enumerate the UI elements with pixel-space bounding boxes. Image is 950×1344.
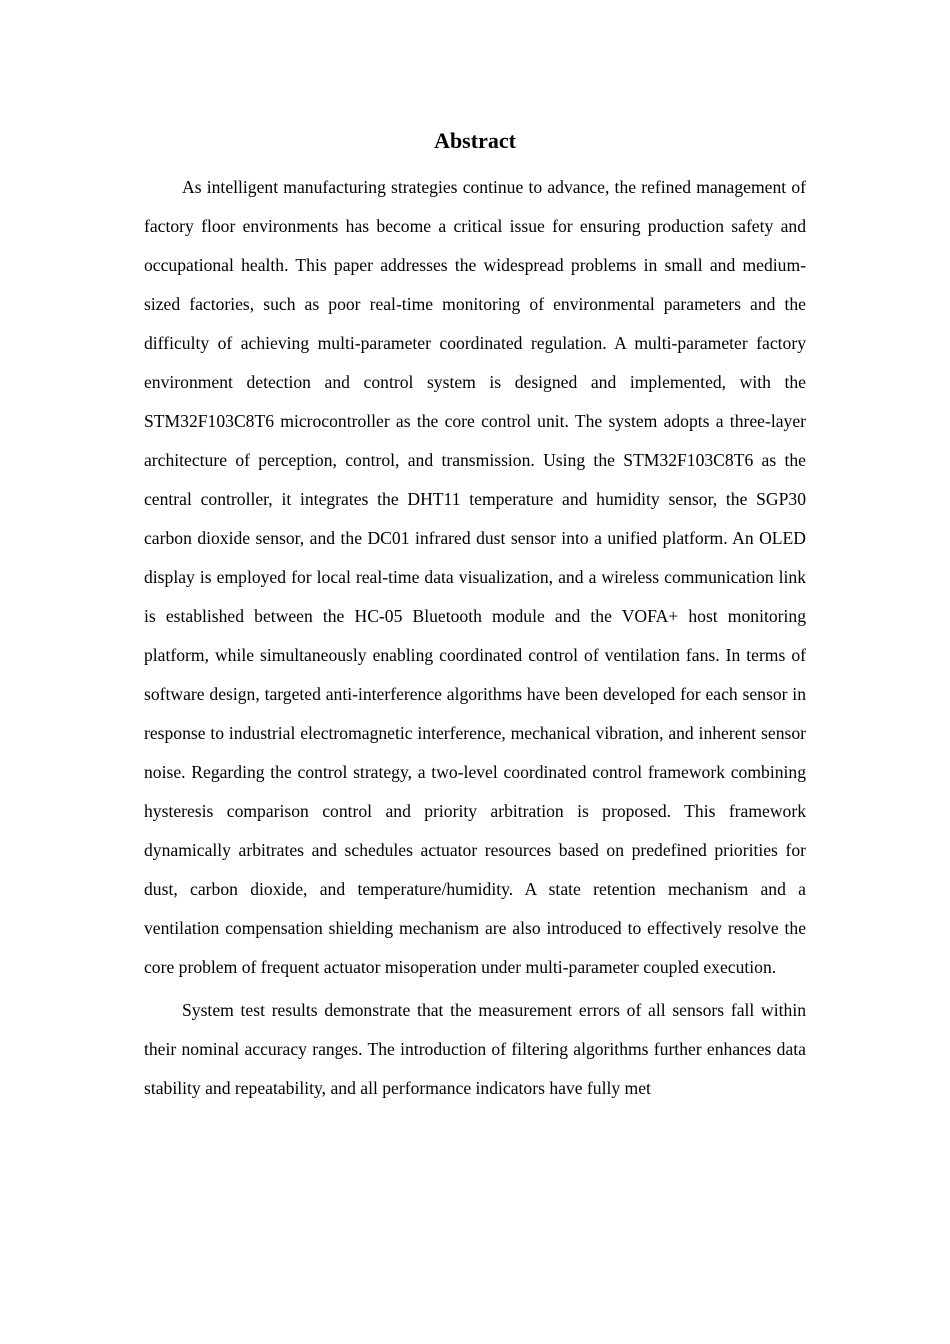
- abstract-heading: Abstract: [434, 128, 516, 153]
- abstract-paragraph-1: As intelligent manufacturing strategies continue to advance, the refined management of factory floor environments has become a critical issue for ensuring production safety and occupational health. This paper addresses the widespread problems in small and medium-sized factories, such as poor real-time monitoring of environmental parameters and the difficulty of achieving multi-parameter coordinated regulation. A multi-parameter factory environment detection and control system is designed and implemented, with the STM32F103C8T6 microcontroller as the core control unit. The system adopts a three-layer architecture of perception, control, and transmission. Using the STM32F103C8T6 as the central controller, it integrates the DHT11 temperature and humidity sensor, the SGP30 carbon dioxide sensor, and the DC01 infrared dust sensor into a unified platform. An OLED display is employed for local real-time data visualization, and a wireless communication link is established between the HC-05 Bluetooth module and the VOFA+ host monitoring platform, while simultaneously enabling coordinated control of ventilation fans. In terms of software design, targeted anti-interference algorithms have been developed for each sensor in response to industrial electromagnetic interference, mechanical vibration, and inherent sensor noise. Regarding the control strategy, a two-level coordinated control framework combining hysteresis comparison control and priority arbitration is proposed. This framework dynamically arbitrates and schedules actuator resources based on predefined priorities for dust, carbon dioxide, and temperature/humidity. A state retention mechanism and a ventilation compensation shielding mechanism are also introduced to effectively resolve the core problem of frequent actuator misoperation under multi-parameter coupled execution.: [144, 177, 806, 977]
- abstract-section: [144, 122, 806, 1108]
- abstract-paragraph-2: System test results demonstrate that the measurement errors of all sensors fall within their nominal accuracy ranges. The introduction of filtering algorithms further enhances data stability and repeatability, and all performance indicators have fully met: [144, 1000, 806, 1098]
